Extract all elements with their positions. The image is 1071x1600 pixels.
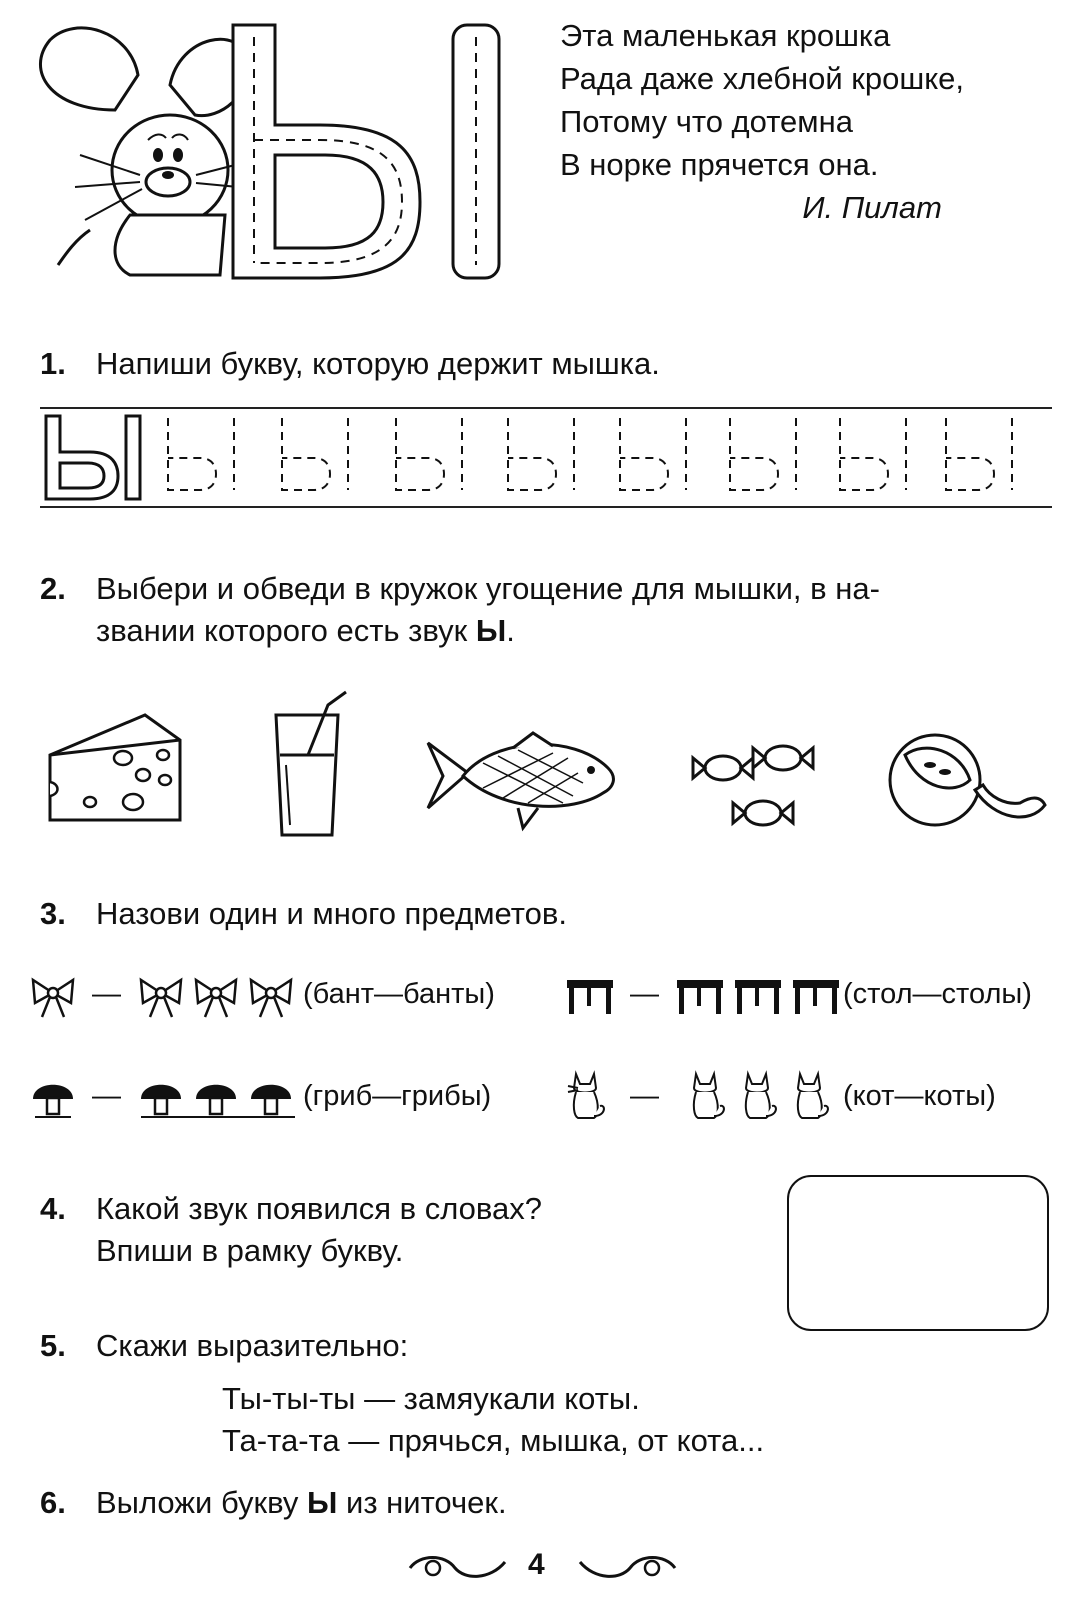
glass-of-water-picture[interactable] bbox=[268, 690, 358, 840]
cats-icon bbox=[682, 1070, 842, 1122]
task-text: Назови один и много предметов. bbox=[96, 896, 567, 931]
ornament-right-icon bbox=[570, 1552, 680, 1584]
task-letter: Ы bbox=[475, 612, 507, 648]
task-number: 6. bbox=[40, 1485, 66, 1520]
table-icon bbox=[565, 978, 615, 1016]
tongue-twister-line: Ты-ты-ты — замяукали коты. bbox=[222, 1381, 640, 1416]
task-number: 5. bbox=[40, 1328, 66, 1363]
tables-icon bbox=[675, 978, 845, 1016]
task-text-before: Выложи букву bbox=[96, 1485, 299, 1520]
task-text-end: . bbox=[506, 612, 515, 648]
tongue-twister bbox=[222, 1378, 764, 1462]
task-text-line2: звании которого есть звук bbox=[96, 612, 468, 648]
big-letter-outline bbox=[225, 15, 515, 295]
poem bbox=[560, 14, 964, 229]
poem-line: Эта маленькая крошка bbox=[560, 18, 891, 53]
task-2 bbox=[40, 568, 880, 652]
task-3 bbox=[40, 893, 567, 935]
task-text: Напиши букву, которую держит мышка. bbox=[96, 346, 660, 381]
fish-picture[interactable] bbox=[423, 728, 623, 838]
task-text: Скажи выразительно: bbox=[96, 1328, 409, 1363]
mushroom-icon bbox=[30, 1075, 76, 1119]
word-pair-cat: (кот—коты) bbox=[843, 1080, 996, 1112]
task-letter: Ы bbox=[307, 1485, 338, 1520]
cheese-picture[interactable] bbox=[45, 710, 185, 825]
task-number: 3. bbox=[40, 896, 66, 931]
page-number: 4 bbox=[528, 1548, 545, 1581]
writing-line-bottom bbox=[40, 506, 1052, 508]
word-pair-mushroom: (гриб—грибы) bbox=[303, 1080, 492, 1112]
task-number: 1. bbox=[40, 346, 66, 381]
word-pair-bow: (бант—банты) bbox=[303, 978, 495, 1010]
task-1 bbox=[40, 343, 660, 385]
poem-author: И. Пилат bbox=[802, 190, 942, 225]
mouse-illustration bbox=[20, 15, 250, 285]
answer-frame[interactable] bbox=[787, 1175, 1049, 1331]
task-text-after: из ниточек. bbox=[346, 1485, 507, 1520]
task-number: 4. bbox=[40, 1191, 66, 1226]
task-4 bbox=[40, 1188, 542, 1272]
task-text-line2: Впиши в рамку букву. bbox=[96, 1232, 404, 1268]
writing-practice-row bbox=[40, 408, 1052, 506]
dash: — bbox=[92, 978, 121, 1010]
task-text-line1: Какой звук появился в словах? bbox=[96, 1191, 543, 1226]
bows-icon bbox=[138, 975, 298, 1019]
task-number: 2. bbox=[40, 571, 66, 606]
dash: — bbox=[92, 1080, 121, 1112]
word-pair-table: (стол—столы) bbox=[843, 978, 1032, 1010]
melon-picture[interactable] bbox=[885, 725, 1050, 840]
cat-icon bbox=[562, 1070, 612, 1122]
task-6 bbox=[40, 1482, 507, 1524]
poem-line: Потому что дотемна bbox=[560, 104, 853, 139]
task-text-line1: Выбери и обведи в кружок угощение для мышки, в на- bbox=[96, 571, 880, 606]
mushrooms-icon bbox=[138, 1075, 298, 1119]
candies-picture[interactable] bbox=[688, 728, 828, 843]
task-5 bbox=[40, 1325, 408, 1367]
bow-icon bbox=[30, 975, 76, 1019]
dash: — bbox=[630, 978, 659, 1010]
dash: — bbox=[630, 1080, 659, 1112]
poem-line: Рада даже хлебной крошке, bbox=[560, 61, 964, 96]
tongue-twister-line: Та-та-та — прячься, мышка, от кота... bbox=[222, 1422, 765, 1458]
ornament-left-icon bbox=[405, 1552, 515, 1584]
poem-line: В норке прячется она. bbox=[560, 147, 879, 182]
